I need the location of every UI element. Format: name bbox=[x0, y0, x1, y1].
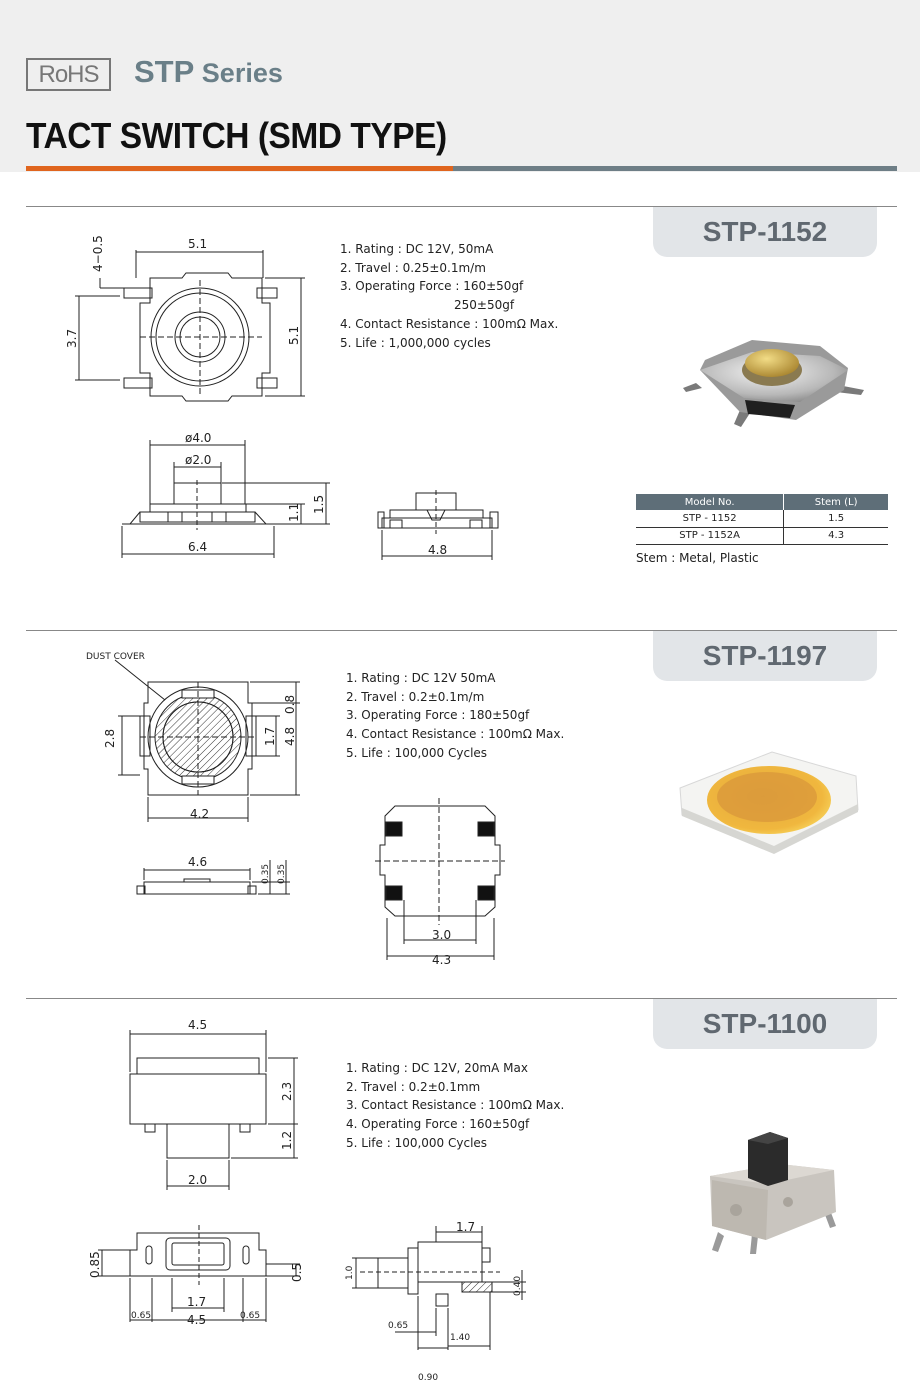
stp-1152-front-view bbox=[122, 440, 330, 558]
dim-label: 4.6 bbox=[188, 855, 208, 869]
stp-1197-product-photo bbox=[680, 752, 858, 854]
stp-1152-product-photo bbox=[683, 340, 864, 427]
spec-item: 4. Contact Resistance : 100mΩ Max. bbox=[346, 727, 565, 742]
series-prefix: STP bbox=[134, 54, 195, 89]
stp-1100-product-photo bbox=[710, 1132, 836, 1254]
stem-note: Stem : Metal, Plastic bbox=[636, 551, 759, 565]
table-header: Model No. bbox=[636, 494, 784, 510]
dim-label: 0.35 bbox=[261, 863, 271, 884]
model-tab-stp-1100: STP-1100 bbox=[653, 999, 877, 1049]
spec-item: 2. Travel : 0.25±0.1m/m bbox=[340, 260, 486, 275]
page-title: TACT SWITCH (SMD TYPE) bbox=[26, 115, 447, 156]
dim-label: 5.1 bbox=[188, 237, 208, 251]
dim-label: 0.65 bbox=[388, 1321, 409, 1331]
table-cell: STP - 1152 bbox=[636, 510, 784, 527]
series-suffix: Series bbox=[194, 58, 283, 88]
dim-label: 2.8 bbox=[103, 728, 117, 748]
dim-label: 0.40 bbox=[513, 1275, 523, 1296]
stp-1100-top-view bbox=[130, 1030, 298, 1190]
spec-item: 5. Life : 100,000 Cycles bbox=[346, 1135, 488, 1150]
dim-label: 1.7 bbox=[263, 726, 277, 746]
stp-1100-side-view bbox=[352, 1226, 526, 1350]
spec-item: 4. Operating Force : 160±50gf bbox=[346, 1117, 530, 1132]
dim-label: 4.3 bbox=[432, 953, 452, 967]
dim-label: 3.0 bbox=[432, 928, 452, 942]
table-cell: 4.3 bbox=[784, 527, 888, 544]
dim-label: 3.7 bbox=[65, 328, 79, 348]
dim-label: 0.65 bbox=[240, 1311, 261, 1321]
spec-item: 5. Life : 100,000 Cycles bbox=[346, 745, 488, 760]
dim-label: 5.1 bbox=[287, 325, 301, 345]
table-cell: STP - 1152A bbox=[636, 527, 784, 544]
dim-label: 1.1 bbox=[287, 502, 301, 522]
dim-label: 4.8 bbox=[428, 543, 448, 557]
dim-label: ø4.0 bbox=[185, 431, 212, 445]
dim-label: 1.7 bbox=[187, 1295, 207, 1309]
spec-item: 3. Contact Resistance : 100mΩ Max. bbox=[346, 1098, 565, 1113]
dim-label: 0.65 bbox=[131, 1311, 152, 1321]
table-cell: 1.5 bbox=[784, 510, 888, 527]
model-tab-stp-1152: STP-1152 bbox=[653, 207, 877, 257]
dim-label: 4.5 bbox=[188, 1018, 208, 1032]
stp-1152-top-view bbox=[75, 250, 305, 401]
spec-item: 1. Rating : DC 12V, 20mA Max bbox=[346, 1061, 528, 1075]
spec-item: 250±50gf bbox=[454, 298, 515, 313]
dim-label: 0.8 bbox=[283, 694, 297, 714]
model-tab-stp-1197: STP-1197 bbox=[653, 631, 877, 681]
spec-item: 4. Contact Resistance : 100mΩ Max. bbox=[340, 316, 559, 331]
dim-label: 4.8 bbox=[283, 726, 297, 746]
dim-label: 2.3 bbox=[280, 1081, 294, 1101]
dim-label: 1.0 bbox=[345, 1265, 355, 1280]
spec-item: 2. Travel : 0.2±0.1m/m bbox=[346, 689, 485, 704]
dim-label: 4.2 bbox=[190, 807, 210, 821]
dim-label: 1.5 bbox=[312, 494, 326, 514]
dim-label: 0.5 bbox=[290, 1262, 304, 1282]
dim-label: 6.4 bbox=[188, 540, 208, 554]
dim-label: 0.35 bbox=[277, 863, 287, 884]
dust-cover-label: DUST COVER bbox=[86, 652, 145, 662]
spec-item: 2. Travel : 0.2±0.1mm bbox=[346, 1079, 481, 1094]
spec-item: 3. Operating Force : 160±50gf bbox=[340, 279, 524, 294]
dim-label: 1.7 bbox=[456, 1220, 476, 1234]
spec-item: 1. Rating : DC 12V, 50mA bbox=[340, 242, 494, 256]
table-header: Stem (L) bbox=[784, 494, 888, 510]
spec-item: 1. Rating : DC 12V 50mA bbox=[346, 671, 496, 685]
dim-label: 0.90 bbox=[418, 1373, 439, 1383]
spec-item: 3. Operating Force : 180±50gf bbox=[346, 708, 530, 723]
dim-label: 4−0.5 bbox=[91, 235, 105, 272]
dim-label: 1.40 bbox=[450, 1333, 471, 1343]
dim-label: 2.0 bbox=[188, 1173, 208, 1187]
dim-label: 0.85 bbox=[88, 1251, 102, 1278]
dim-label: ø2.0 bbox=[185, 453, 212, 467]
dim-label: 1.2 bbox=[280, 1130, 294, 1150]
dim-label: 4.5 bbox=[187, 1313, 207, 1327]
spec-item: 5. Life : 1,000,000 cycles bbox=[340, 335, 491, 350]
rohs-badge: RoHS bbox=[26, 58, 111, 91]
